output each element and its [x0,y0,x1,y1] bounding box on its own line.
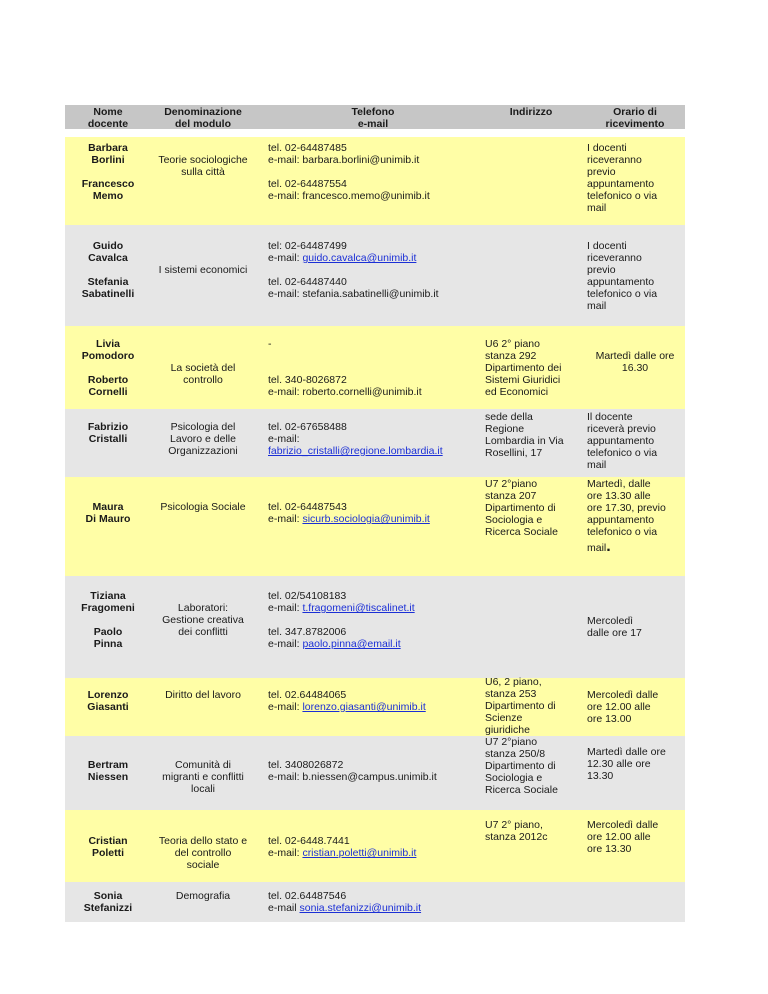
office-hours: Martedì dalle ore 12.30 alle ore 13.30 [587,746,666,782]
contact-info: tel. 3408026872 e-mail: b.niessen@campus.unimib.it [268,759,437,783]
office-hours: Mercoledì dalle ore 17 [587,615,642,639]
module-name: Comunità di migranti e conflitti locali [162,759,244,795]
office-hours: Il docente riceverà previo appuntamento telefonico o via mail [587,411,658,471]
contact-info: tel. 02-64487543 e-mail: sicurb.sociologia@unimib.it [268,501,430,525]
teacher-names: Tiziana Fragomeni Paolo Pinna [81,590,135,650]
email-link[interactable]: sonia.stefanizzi@unimib.it [299,902,422,914]
module-name: Teorie sociologiche sulla città [158,154,248,178]
contact-info: - tel. 340-8026872 e-mail: roberto.cornelli@unimib.it [268,338,422,398]
email-link[interactable]: sicurb.sociologia@unimib.it [302,513,430,525]
address: U7 2°piano stanza 207 Dipartimento di Sociologia e Ricerca Sociale [485,478,558,538]
email-link[interactable]: lorenzo.giasanti@unimib.it [302,701,426,713]
table-row [65,326,685,409]
teacher-names: Fabrizio Cristalli [87,421,129,445]
module-name: Diritto del lavoro [165,689,241,701]
email-link[interactable]: fabrizio_cristalli@regione.lombardia.it [268,445,443,457]
contact-info: tel. 02-64487485 e-mail: barbara.borlini@unimib.it tel. 02-64487554 e-mail: francesco.memo@unimib.it [268,142,430,202]
table-row [65,225,685,326]
contact-info: tel. 02/54108183 e-mail: t.fragomeni@tiscalinet.it tel. 347.8782006 e-mail: paolo.pinna@email.it [268,590,415,650]
table-row [65,409,685,477]
table-row [65,678,685,736]
table-row [65,576,685,678]
contact-info: tel: 02-64487499 e-mail: guido.cavalca@unimib.it tel. 02-64487440 e-mail: stefania.sabatinelli@unimib.it [268,240,439,300]
office-hours: Martedì dalle ore 16.30 [595,350,675,374]
teacher-names: Barbara Borlini Francesco Memo [81,142,135,202]
contact-info: tel. 02.64487546 e-mail sonia.stefanizzi@unimib.it [268,890,422,914]
module-name: Psicologia del Lavoro e delle Organizzazioni [168,421,238,457]
header-indirizzo: Indirizzo [509,106,553,118]
teacher-names: Maura Di Mauro [85,501,131,525]
module-name: La società del controllo [170,362,236,386]
email-link[interactable]: paolo.pinna@email.it [302,638,401,650]
table-row [65,882,685,922]
email-link[interactable]: cristian.poletti@unimib.it [302,847,417,859]
contact-info: tel. 02-6448.7441 e-mail: cristian.poletti@unimib.it [268,835,417,859]
address: sede della Regione Lombardia in Via Rosellini, 17 [485,411,564,459]
contact-info: tel. 02.64484065 e-mail: lorenzo.giasanti@unimib.it [268,689,426,713]
module-name: Laboratori: Gestione creativa dei conflitti [162,602,244,638]
address: U6 2° piano stanza 292 Dipartimento dei Sistemi Giuridici ed Economici [485,338,562,398]
table-header [65,105,685,129]
address: U7 2° piano, stanza 2012c [485,819,548,843]
teacher-names: Bertram Niessen [87,759,129,783]
module-name: I sistemi economici [158,264,248,276]
header-nome: Nome docente [87,106,129,130]
address: U6, 2 piano, stanza 253 Dipartimento di Scienze giuridiche [485,676,556,736]
teacher-names: Livia Pomodoro Roberto Cornelli [81,338,135,398]
header-modulo: Denominazione del modulo [164,106,242,130]
email-link[interactable]: t.fragomeni@tiscalinet.it [302,602,415,614]
table-row [65,810,685,882]
contact-info: tel. 02-67658488 e-mail: fabrizio_cristalli@regione.lombardia.it [268,421,478,457]
header-telefono: Telefono e-mail [351,106,395,130]
module-name: Teoria dello stato e del controllo sociale [158,835,248,871]
teacher-names: Guido Cavalca Stefania Sabatinelli [81,240,135,300]
office-hours: Mercoledì dalle ore 12.00 alle ore 13.30 [587,819,659,855]
table-row [65,137,685,225]
teacher-names: Lorenzo Giasanti [87,689,129,713]
table-row [65,736,685,810]
office-hours: I docenti riceveranno previo appuntamento telefonico o via mail [587,142,658,214]
module-name: Psicologia Sociale [160,501,246,513]
teacher-names: Sonia Stefanizzi [83,890,133,914]
module-name: Demografia [175,890,231,902]
email-link[interactable]: guido.cavalca@unimib.it [302,252,417,264]
teacher-names: Cristian Poletti [88,835,128,859]
office-hours: Mercoledì dalle ore 12.00 alle ore 13.00 [587,689,659,725]
office-hours: I docenti riceveranno previo appuntamento telefonico o via mail [587,240,658,312]
header-orario: Orario di ricevimento [605,106,665,130]
table-row [65,477,685,576]
office-hours: Martedì, dalle ore 13.30 alle ore 17.30, previo appuntamento telefonico o via mail. [587,478,666,555]
address: U7 2°piano stanza 250/8 Dipartimento di Sociologia e Ricerca Sociale [485,736,558,796]
